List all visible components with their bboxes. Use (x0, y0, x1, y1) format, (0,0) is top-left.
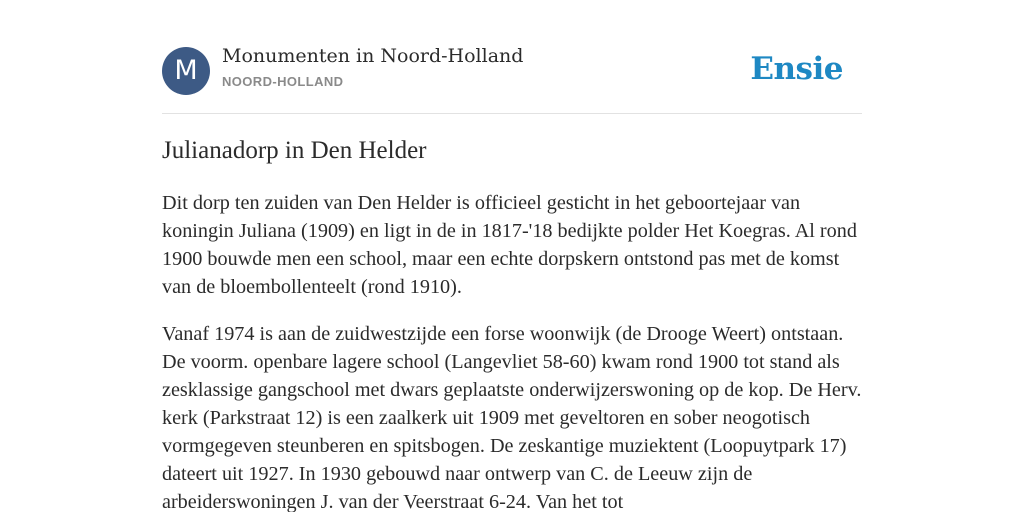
source-subtitle: NOORD-HOLLAND (222, 74, 344, 89)
brand-logo[interactable]: Ensie (750, 51, 843, 87)
content-column (162, 0, 862, 512)
article-body (162, 189, 862, 512)
source-name-link[interactable]: Monumenten in Noord-Holland (222, 45, 524, 67)
source-avatar[interactable]: M (162, 47, 210, 95)
header (162, 0, 862, 114)
article-title: Julianadorp in Den Helder (162, 137, 427, 164)
article-paragraph: Dit dorp ten zuiden van Den Helder is officieel gesticht in het geboortejaar van koningin Juliana (1909) en ligt in de in 1817-'18 bedijkte polder Het Koegras. Al rond 1900 bouwde men een school, maar een echte dorpskern ontstond pas met de komst van de bloembollenteelt (rond 1910). (162, 192, 857, 298)
article-paragraph: Vanaf 1974 is aan de zuidwestzijde een forse woonwijk (de Drooge Weert) ontstaan. De voorm. openbare lagere school (Langevliet 58-60) kwam rond 1900 tot stand als zesklassige gangschool met dwars geplaatste onderwijzerswoning op de kop. De Herv. kerk (Parkstraat 12) is een zaalkerk uit 1909 met geveltoren en sober neogotisch vormgegeven steunberen en spitsbogen. De zeskantige muziektent (Loopuytpark 17) dateert uit 1927. In 1930 gebouwd naar ontwerp van C. de Leeuw zijn de arbeiderswoningen J. van der Veerstraat 6-24. Van het tot (162, 323, 862, 512)
